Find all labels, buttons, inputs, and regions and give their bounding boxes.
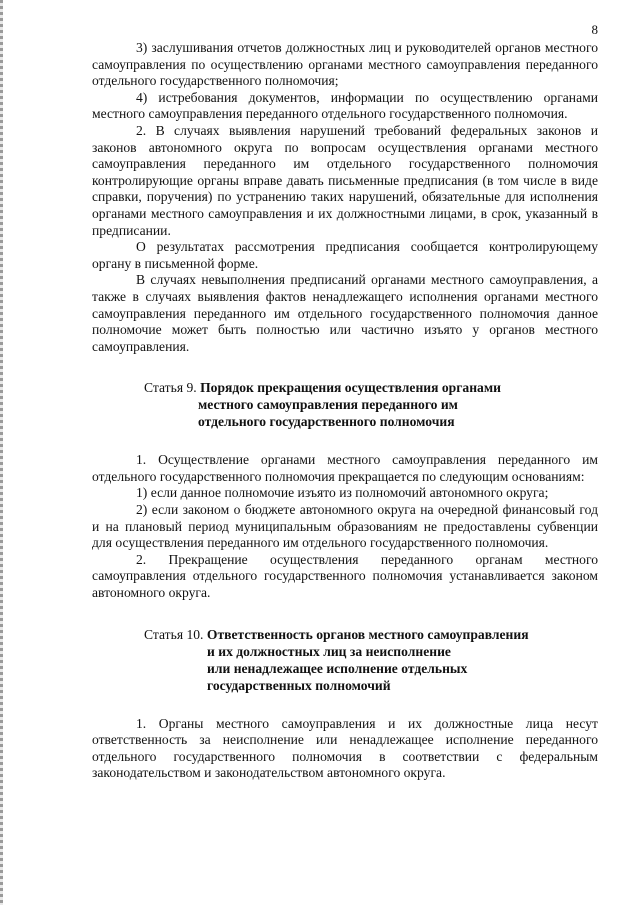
scan-edge: [0, 0, 3, 905]
document-body: [92, 40, 598, 782]
article-number: Статья 10.: [144, 626, 204, 642]
article-9-heading: [92, 379, 598, 430]
article-title: или ненадлежащее исполнение отдельных: [207, 660, 468, 676]
article-title: и их должностных лиц за неисполнение: [207, 643, 451, 659]
article-title: отдельного государственного полномочия: [198, 414, 455, 430]
page-number: 8: [591, 22, 598, 37]
paragraph: 4) истребования документов, информации по осуществлению органами местного самоуправления переданного отдельного государственного полномочия.: [92, 89, 598, 122]
paragraph: 1) если данное полномочие изъято из полномочий автономного округа;: [136, 485, 549, 501]
paragraph: В случаях невыполнения предписаний органами местного самоуправления, а также в случаях выявления фактов ненадлежащего исполнения органами местного самоуправления переданного им отдельного государственного полномочия данное полномочие может быть полностью или частично изъято у органов местного самоуправления.: [92, 272, 598, 354]
paragraph: 3) заслушивания отчетов должностных лиц и руководителей органов местного самоуправления по осуществлению органами местного самоуправления переданного отдельного государственного полномочия;: [92, 40, 598, 89]
article-title: государственных полномочий: [207, 677, 391, 693]
article-title: местного самоуправления переданного им: [198, 397, 458, 413]
article-title: Ответственность органов местного самоуправления: [206, 626, 529, 642]
paragraph: 2. В случаях выявления нарушений требований федеральных законов и законов автономного округа по вопросам осуществления органами местного самоуправления переданного им отдельного государственного полномочия контролирующие органы вправе давать письменные предписания (в том числе в виде справки, поручения) по устранению таких нарушений, обязательные для исполнения органами местного самоуправления и их должностными лицами, в срок, указанный в предписании.: [92, 122, 598, 238]
paragraph: 1. Осуществление органами местного самоуправления переданного им отдельного государственного полномочия прекращается по следующим основаниям:: [92, 452, 598, 484]
paragraph: 1. Органы местного самоуправления и их должностные лица несут ответственность за неисполнение или ненадлежащее исполнение переданного отдельного государственного полномочия в соответствии с федеральным законодательством и законодательством автономного округа.: [92, 715, 598, 781]
paragraph: О результатах рассмотрения предписания сообщается контролирующему органу в письменной форме.: [92, 239, 598, 271]
article-title: Порядок прекращения осуществления органами: [200, 380, 501, 396]
paragraph: 2) если законом о бюджете автономного округа на очередной финансовый год и на плановый период муниципальным образованиям не предоставлены субвенции для осуществления переданного им отдельного государственного полномочия.: [92, 502, 598, 551]
article-10-heading: [92, 626, 598, 694]
article-number: Статья 9.: [144, 380, 197, 396]
paragraph: 2. Прекращение осуществления переданного органам местного самоуправления отдельного государственного полномочия устанавливается законом автономного округа.: [92, 551, 598, 601]
